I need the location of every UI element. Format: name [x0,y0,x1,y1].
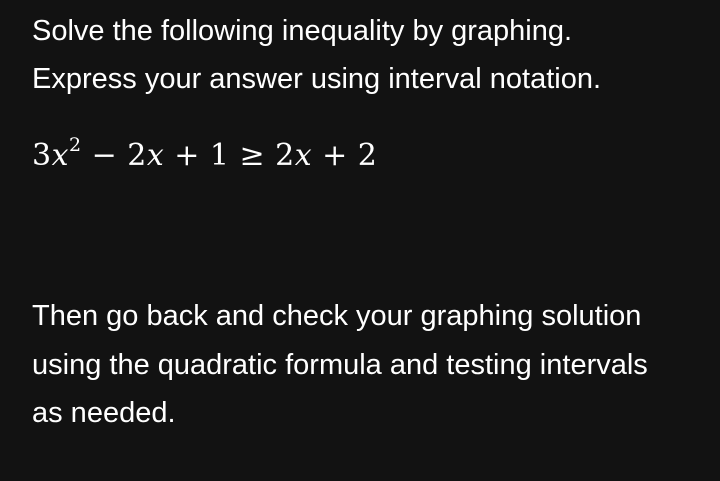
followup-line-2: using the quadratic formula and testing intervals [32,349,648,381]
minus-operator: − [91,138,118,173]
instruction-line-1: Solve the following inequality by graphing. [32,15,573,47]
followup-line-1: Then go back and check your graphing solution [32,300,642,332]
inequality-expression [32,136,377,176]
coef-2: 2 [127,138,147,173]
rhs-var-x: x [294,138,313,173]
var-x: x [51,138,70,173]
var-x: x [146,138,165,173]
exponent-2: 2 [69,134,82,156]
followup-line-3: as needed. [32,397,176,429]
plus-operator: + [174,138,200,173]
rhs-coef-2: 2 [275,138,295,173]
constant-1: 1 [209,138,230,173]
rhs-constant-2: 2 [357,138,378,173]
instruction-line-2: Express your answer using interval notation. [32,63,602,95]
coef-3: 3 [32,138,52,173]
greater-equal-operator: ≥ [239,138,266,173]
plus-operator: + [322,138,348,173]
